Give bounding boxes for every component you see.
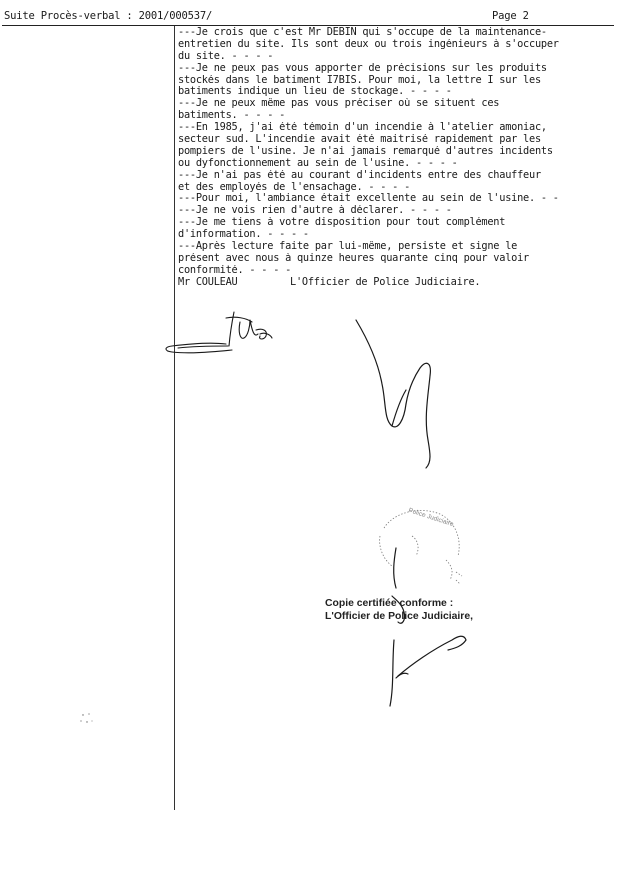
statement-line: entretien du site. Ils sont deux ou trois ingénieurs à s'occuper [178, 38, 559, 50]
stamp-line-certified: Copie certifiée conforme : [325, 598, 454, 609]
statement-line: pompiers de l'usine. Je n'ai jamais remarqué d'autres incidents [178, 145, 553, 157]
statement-line: présent avec nous à quinze heures quarante cinq pour valoir [178, 252, 530, 264]
statement-line: ou dyfonctionnement au sein de l'usine. - - - - [178, 157, 458, 169]
certifying-signature [390, 548, 466, 706]
signatory-witness: Mr COULEAU [178, 275, 238, 288]
signatories-line [178, 277, 588, 289]
stamp-line-officer: L'Officier de Police Judiciaire, [325, 611, 473, 622]
statement-line: ---Je ne vois rien d'autre à déclarer. - - - - [178, 205, 452, 217]
statement-line: ---Je ne peux même pas vous préciser où se situent ces [178, 98, 500, 110]
official-seal [380, 510, 462, 584]
statement-line: ---En 1985, j'ai été témoin d'un incendie à l'atelier amoniac, [178, 122, 547, 134]
statement-line: stockés dans le batiment I7BIS. Pour moi, la lettre I sur les [178, 74, 541, 86]
statement-line: d'information. - - - - [178, 229, 309, 241]
statement-line: du site. - - - - [178, 50, 274, 62]
officer-signature [356, 320, 430, 468]
statement-line: ---Je n'ai pas été au courant d'incidents entre des chauffeur [178, 169, 541, 181]
statement-line: conformité. - - - - [178, 264, 292, 276]
statement-line: batiments. - - - - [178, 110, 286, 122]
left-margin-line [174, 26, 175, 810]
statement-line: ---Pour moi, l'ambiance était excellente au sein de l'usine. - - [178, 193, 559, 205]
certified-copy-stamp [325, 597, 473, 623]
statement-line: batiments indique un lieu de stockage. - - - - [178, 86, 452, 98]
statement-line: ---Je crois que c'est Mr DEBIN qui s'occupe de la maintenance- [178, 27, 547, 38]
page-header [4, 10, 610, 24]
header-divider [2, 25, 614, 26]
page-number: Page 2 [492, 10, 529, 22]
statement-line: et des employés de l'ensachage. - - - - [178, 181, 411, 193]
seal-lettering: Police Judiciaire [407, 506, 455, 529]
witness-signature [166, 312, 272, 353]
statement-line: ---Je me tiens à votre disposition pour tout complément [178, 217, 506, 229]
paper-specks [78, 712, 98, 726]
statement-line: ---Après lecture faite par lui-même, persiste et signe le [178, 241, 518, 253]
document-reference: Suite Procès-verbal : 2001/000537/ [4, 10, 213, 22]
statement-line: ---Je ne peux pas vous apporter de précisions sur les produits [178, 62, 547, 74]
statement-line: secteur sud. L'incendie avait été maitrisé rapidement par les [178, 134, 541, 146]
statement-body [178, 27, 588, 289]
signatory-officer: L'Officier de Police Judiciaire. [290, 275, 481, 288]
